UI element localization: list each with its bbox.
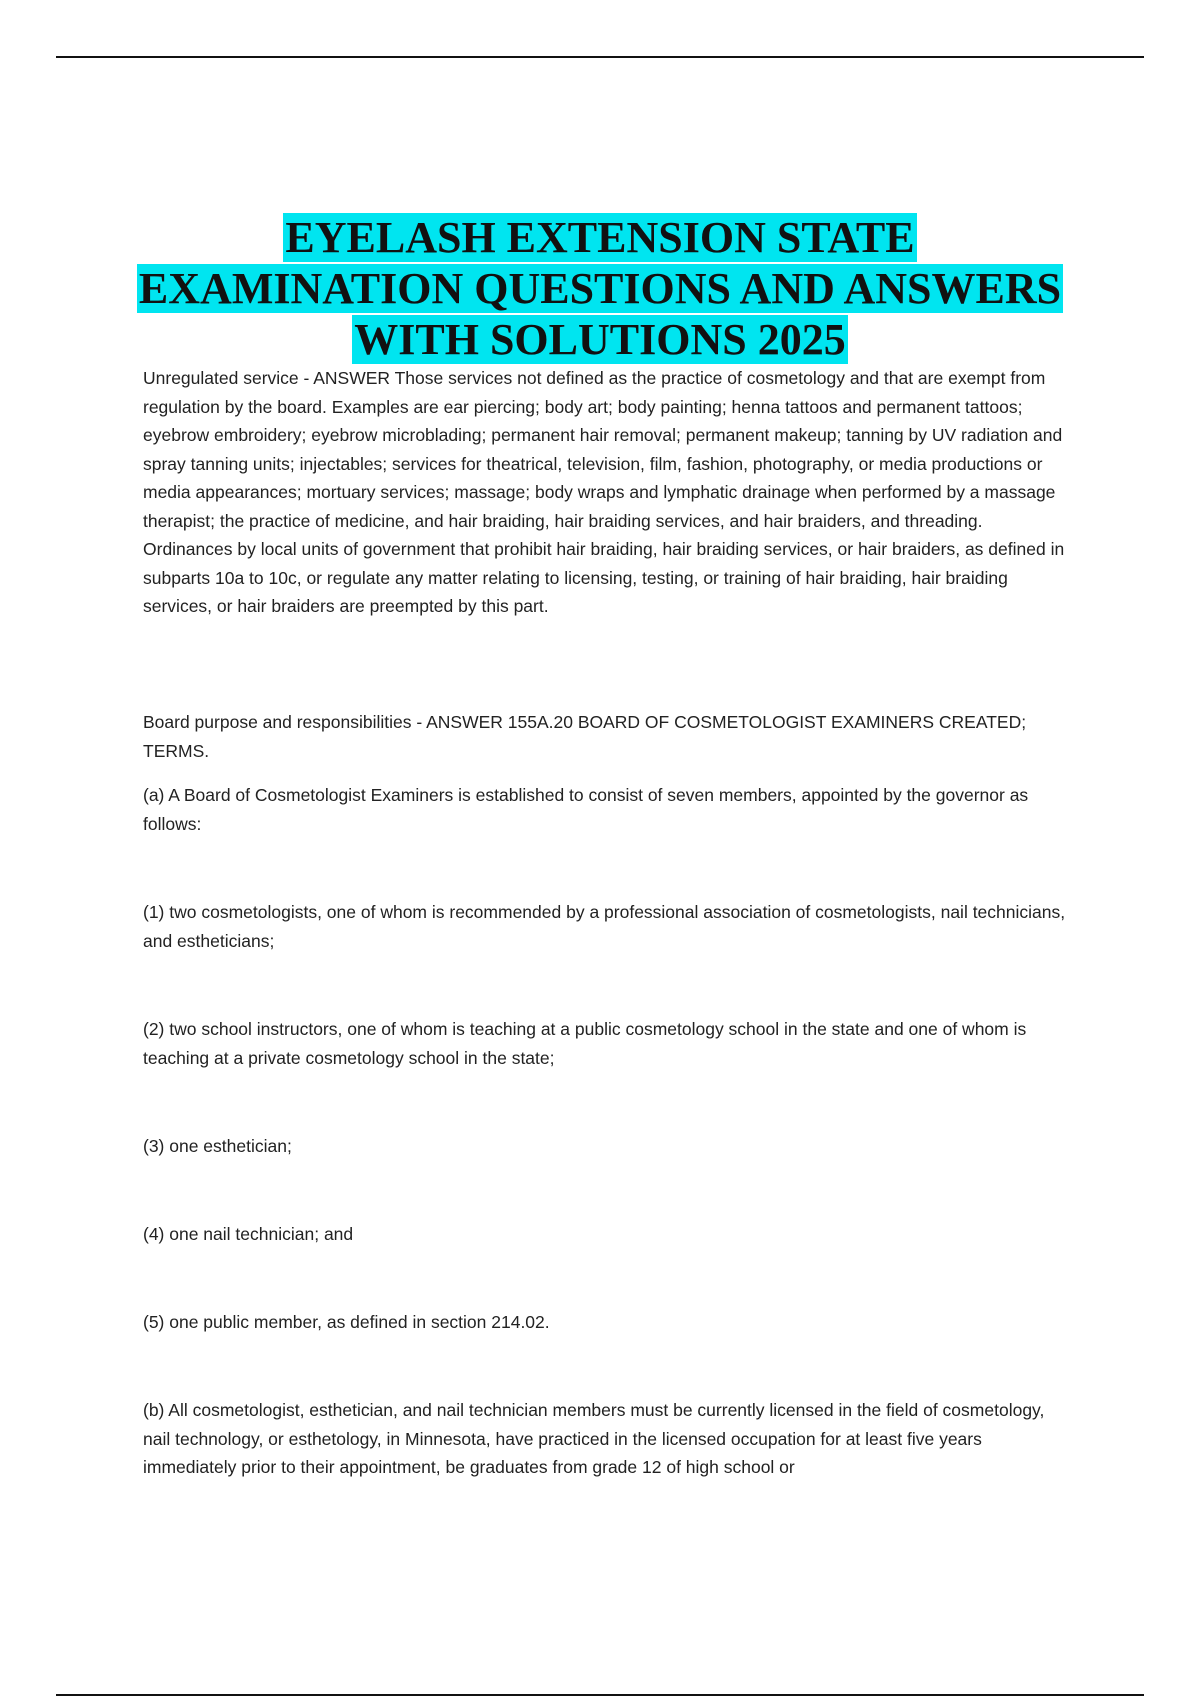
paragraph-b: (b) All cosmetologist, esthetician, and nail technician members must be currently licensed in the field of cosmetology, nail technology, or esthetology, in Minnesota, have practiced in the licensed occupation for at least five years immediately prior to their appointment, be graduates from grade 12 of high school or xyxy=(143,1400,1045,1477)
title-line-2: EXAMINATION QUESTIONS AND ANSWERS xyxy=(138,264,1062,313)
title-line-3: WITH SOLUTIONS 2025 xyxy=(354,315,846,364)
bottom-rule xyxy=(56,1694,1144,1696)
list-item-5: (5) one public member, as defined in section 214.02. xyxy=(143,1312,550,1332)
list-item-3: (3) one esthetician; xyxy=(143,1136,292,1156)
paragraph-unregulated-service: Unregulated service - ANSWER Those services not defined as the practice of cosmetology and that are exempt from regulation by the board. Examples are ear piercing; body art; body painting; henna tattoos and permanent tattoos; eyebrow embroidery; eyebrow microblading; permanent hair removal; permanent makeup; tanning by UV radiation and spray tanning units; injectables; services for theatrical, television, film, fashion, photography, or media productions or media appearances; mortuary services; massage; body wraps and lymphatic drainage when performed by a massage therapist; the practice of medicine, and hair braiding, hair braiding services, and hair braiders, and threading. Ordinances by local units of government that prohibit hair braiding, hair braiding services, or hair braiders, as defined in subparts 10a to 10c, or regulate any matter relating to licensing, testing, or training of hair braiding, hair braiding services, or hair braiders are preempted by this part. xyxy=(143,368,1065,616)
list-item-1: (1) two cosmetologists, one of whom is recommended by a professional association of cosmetologists, nail technicians, and estheticians; xyxy=(143,902,1066,951)
document-title xyxy=(0,212,1200,365)
top-rule xyxy=(56,56,1144,58)
list-item-4: (4) one nail technician; and xyxy=(143,1224,354,1244)
paragraph-board-purpose: Board purpose and responsibilities - ANSWER 155A.20 BOARD OF COSMETOLOGIST EXAMINERS CREATED; TERMS. xyxy=(143,712,1027,761)
list-item-2: (2) two school instructors, one of whom is teaching at a public cosmetology school in the state and one of whom is teaching at a private cosmetology school in the state; xyxy=(143,1019,1027,1068)
title-line-1: EYELASH EXTENSION STATE xyxy=(285,213,915,262)
paragraph-a: (a) A Board of Cosmetologist Examiners is established to consist of seven members, appointed by the governor as follows: xyxy=(143,785,1029,834)
